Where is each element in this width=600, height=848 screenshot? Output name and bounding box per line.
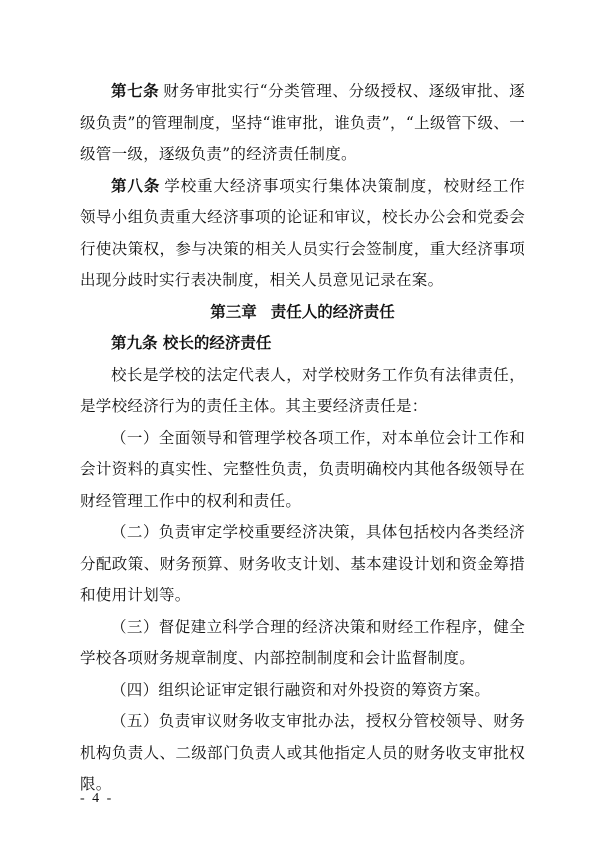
- article-9-heading: 第九条 校长的经济责任: [111, 334, 272, 352]
- page-number: - 4 -: [80, 791, 114, 806]
- article-7-number: 第七条: [111, 82, 160, 100]
- article-8: [80, 171, 525, 297]
- article-7-text: 财务审批实行“分类管理、分级授权、逐级审批、逐级负责”的管理制度，坚持“谁审批，谁负责”，“上级管下级、一级管一级，逐级负责”的经济责任制度。: [80, 82, 525, 163]
- article-9-intro: 校长是学校的法定代表人，对学校财务工作负有法律责任，是学校经济行为的责任主体。其主要经济责任是：: [80, 365, 525, 415]
- article-9-item-1: （一）全面领导和管理学校各项工作，对本单位会计工作和会计资料的真实性、完整性负责，负责明确校内其他各级领导在财经管理工作中的权利和责任。: [80, 428, 525, 510]
- article-9-item-2: （二）负责审定学校重要经济决策，具体包括校内各类经济分配政策、财务预算、财务收支计划、基本建设计划和资金筹措和使用计划等。: [80, 523, 525, 604]
- article-9-item-3: （三）督促建立科学合理的经济决策和财经工作程序，健全学校各项财务规章制度、内部控制制度和会计监督制度。: [80, 617, 525, 667]
- article-8-number: 第八条: [111, 176, 161, 195]
- article-7: [80, 76, 525, 171]
- article-8-text: 学校重大经济事项实行集体决策制度，校财经工作领导小组负责重大经济事项的论证和审议，校长办公会和党委会行使决策权，参与决策的相关人员实行会签制度，重大经济事项出现分歧时实行表决制度，相关人员意见记录在案。: [80, 176, 525, 289]
- chapter-heading: [80, 297, 525, 329]
- article-9-item-4: （四）组织论证审定银行融资和对外投资的筹资方案。: [111, 680, 491, 699]
- document-body: [80, 76, 525, 801]
- article-9-item-5: （五）负责审议财务收支审批办法，授权分管校领导、财务机构负责人、二级部门负责人或其他指定人员的财务收支审批权限。: [80, 712, 525, 793]
- chapter-number: 第三章: [210, 302, 257, 321]
- chapter-title: 责任人的经济责任: [270, 302, 395, 321]
